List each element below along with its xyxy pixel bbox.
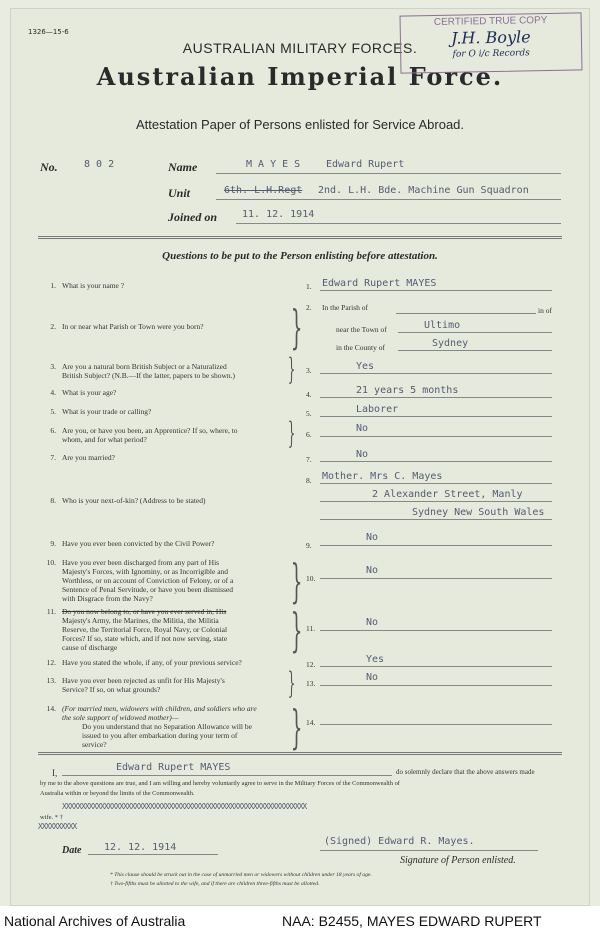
- unit-value: 2nd. L.H. Bde. Machine Gun Squadron: [318, 185, 529, 196]
- answer-value: Laborer: [356, 404, 399, 415]
- brace: }: [287, 416, 296, 451]
- archive-footer: [0, 906, 600, 935]
- answer-value: No: [366, 532, 379, 543]
- unit-line: [216, 199, 561, 200]
- footnote: † Two-fifths must be allotted to the wife, and if there are children three-fifths must be allotted.: [110, 881, 320, 887]
- answer-value: 21 years 5 months: [356, 385, 459, 396]
- declaration-line: [62, 775, 392, 776]
- answer-line: [320, 461, 552, 462]
- brace: }: [290, 603, 303, 657]
- question-number: 8.: [50, 496, 56, 505]
- answer-number: 13.: [306, 679, 316, 688]
- question-number: 14.: [46, 704, 56, 713]
- divider: [38, 752, 562, 755]
- answer-value: No: [366, 617, 379, 628]
- answer-number: 1.: [306, 282, 312, 291]
- surname-value: M A Y E S: [246, 159, 301, 170]
- divider: [38, 236, 562, 239]
- brace: }: [290, 554, 303, 608]
- question-number: 11.: [46, 607, 56, 616]
- town-value: Ultimo: [424, 320, 461, 331]
- brace: }: [287, 666, 296, 701]
- unit-label: Unit: [168, 186, 191, 200]
- question-text: Have you ever been convicted by the Civil Power?: [62, 539, 215, 548]
- answer-number: 4.: [306, 390, 312, 399]
- answer-number: 6.: [306, 430, 312, 439]
- answer-line: [320, 290, 552, 291]
- question-number: 9.: [50, 539, 56, 548]
- joined-label: Joined on: [168, 210, 218, 224]
- answer-value: Yes: [356, 361, 375, 372]
- question-text: Do you understand that no Separation Allowance will be issued to you after embarkation during your term of service?: [82, 722, 252, 749]
- brace: }: [290, 300, 303, 354]
- parish-label: In the Parish of: [322, 303, 369, 312]
- question-text: Have you stated the whole, if any, of your previous service?: [62, 658, 242, 667]
- town-label: near the Town of: [336, 325, 387, 334]
- answer-number: 3.: [306, 366, 312, 375]
- answer-number: 14.: [306, 718, 316, 727]
- question-text: Who is your next-of-kin? (Address to be stated): [62, 496, 206, 505]
- answer-line: [396, 313, 536, 314]
- date-line: [88, 854, 218, 855]
- question-text: Do you now belong to, or have you ever served in, His Majesty's Army, the Marines, the Militia, the Militia Reserve, the Territorial Force, Royal Navy, or Colonial Forces? If so, state which, and if not now serving, state cause of discharge: [62, 607, 228, 652]
- struck-clause: XXXXXXXXXXXXXXXXXXXXXXXXXXXXXXXXXXXXXXXXXXXXXXXXXXXXXXXXXXXXXXXX: [62, 802, 307, 811]
- date-value: 12. 12. 1914: [104, 842, 177, 853]
- no-value: 8 0 2: [84, 159, 115, 170]
- answer-line: [320, 545, 552, 546]
- answer-number: 11.: [306, 624, 316, 633]
- forces-heading: AUSTRALIAN MILITARY FORCES.: [182, 40, 418, 56]
- question-number: 7.: [50, 453, 56, 462]
- answer-number: 5.: [306, 409, 312, 418]
- question-text: What is your trade or calling?: [62, 407, 152, 416]
- answer-value: No: [366, 672, 379, 683]
- answer-value: No: [356, 449, 369, 460]
- answer-line: [320, 519, 552, 520]
- answer-line: [320, 436, 552, 437]
- answer-line: [398, 332, 552, 333]
- answer-number: 9.: [306, 541, 312, 550]
- questions-heading: Questions to be put to the Person enlisting before attestation.: [162, 250, 438, 262]
- question-text: Are you a natural born British Subject or a Naturalized British Subject? (N.B.—If the latter, papers to be shown.): [62, 362, 235, 380]
- county-value: Sydney: [432, 338, 469, 349]
- question-number: 13.: [46, 676, 56, 685]
- date-label: Date: [62, 845, 82, 856]
- name-line: [216, 173, 561, 174]
- wife-label: wife. * †: [40, 814, 63, 821]
- answer-line: [320, 724, 552, 725]
- question-number: 2.: [50, 322, 56, 331]
- declaration-text: do solemnly declare that the above answers made: [396, 768, 535, 776]
- question-number: 3.: [50, 362, 56, 371]
- answer-number: 2.: [306, 303, 312, 312]
- page-title: Australian Imperial Force.: [96, 62, 504, 91]
- signature-line: [320, 850, 538, 851]
- answer-line: [320, 578, 552, 579]
- struck-clause: XXXXXXXXXX: [38, 822, 77, 831]
- answer-line: [320, 373, 552, 374]
- question-text: Have you ever been rejected as unfit for His Majesty's Service? If so, on what grounds?: [62, 676, 225, 694]
- unit-struck: 6th. L.H.Regt: [224, 185, 303, 196]
- archive-name: National Archives of Australia: [4, 913, 186, 929]
- declaration-name: Edward Rupert MAYES: [116, 762, 231, 773]
- question-number: 5.: [50, 407, 56, 416]
- answer-line: [320, 501, 552, 502]
- answer-line: [320, 630, 552, 631]
- question-text: (For married men, widowers with children, and soldiers who are the sole support of widowed mother)—: [62, 704, 257, 722]
- stamp-signature: J.H. Boyle: [451, 27, 531, 48]
- answer-line: [320, 416, 552, 417]
- answer-name: Edward Rupert MAYES: [322, 278, 437, 289]
- given-names-value: Edward Rupert: [326, 159, 405, 170]
- next-of-kin-name: Mother. Mrs C. Mayes: [322, 471, 443, 482]
- question-number: 4.: [50, 388, 56, 397]
- answer-line: [398, 350, 552, 351]
- answer-number: 8.: [306, 476, 312, 485]
- signature-caption: Signature of Person enlisted.: [400, 855, 516, 866]
- question-number: 12.: [46, 658, 56, 667]
- next-of-kin-state: Sydney New South Wales: [412, 507, 545, 518]
- signed-value: (Signed) Edward R. Mayes.: [324, 836, 475, 847]
- answer-line: [320, 397, 552, 398]
- joined-line: [236, 223, 561, 224]
- declaration-i: I,: [52, 768, 58, 778]
- stamp-line2: for O i/c Records: [452, 48, 530, 60]
- question-text: What is your age?: [62, 388, 117, 397]
- question-number: 6.: [50, 426, 56, 435]
- parish-suffix: in of: [538, 306, 552, 315]
- brace: }: [290, 700, 303, 754]
- question-number: 10.: [46, 558, 56, 567]
- answer-number: 10.: [306, 574, 316, 583]
- declaration-text: by me to the above questions are true, and I am willing and hereby voluntarily agree to serve in the Military Forces of the Commonwealth of: [40, 780, 400, 787]
- form-number: 1326—15-6: [28, 28, 69, 36]
- question-text: In or near what Parish or Town were you born?: [62, 322, 204, 331]
- stamp-line1: CERTIFIED TRUE COPY: [433, 15, 548, 28]
- no-label: No.: [40, 160, 58, 174]
- page-subtitle: Attestation Paper of Persons enlisted for Service Abroad.: [135, 117, 465, 132]
- name-label: Name: [168, 160, 198, 174]
- next-of-kin-address: 2 Alexander Street, Manly: [372, 489, 523, 500]
- answer-number: 7.: [306, 455, 312, 464]
- certified-stamp: [400, 12, 583, 73]
- question-text: What is your name ?: [62, 281, 125, 290]
- answer-number: 12.: [306, 660, 316, 669]
- brace: }: [287, 352, 296, 387]
- archive-reference: NAA: B2455, MAYES EDWARD RUPERT: [282, 913, 542, 929]
- question-number: 1.: [50, 281, 56, 290]
- answer-value: No: [366, 565, 379, 576]
- county-label: in the County of: [336, 343, 385, 352]
- answer-line: [320, 666, 552, 667]
- question-text: Have you ever been discharged from any part of His Majesty's Forces, with Ignominy, or as Incorrigible and Worthless, or on account of Conviction of Felony, or of a Sentence of Penal Servitude, or have you been dismissed with Disgrace from the Navy?: [62, 558, 234, 603]
- question-text: Are you, or have you been, an Apprentice? If so, where, to whom, and for what period?: [62, 426, 238, 444]
- answer-line: [320, 483, 552, 484]
- joined-value: 11. 12. 1914: [242, 209, 315, 220]
- declaration-text: Australia within or beyond the limits of the Commonwealth.: [40, 790, 195, 797]
- answer-line: [320, 685, 552, 686]
- answer-value: No: [356, 423, 369, 434]
- question-text: Are you married?: [62, 453, 115, 462]
- footnote: * This clause should be struck out in the case of unmarried men or widowers without children under 18 years of age.: [110, 872, 372, 878]
- answer-value: Yes: [366, 654, 385, 665]
